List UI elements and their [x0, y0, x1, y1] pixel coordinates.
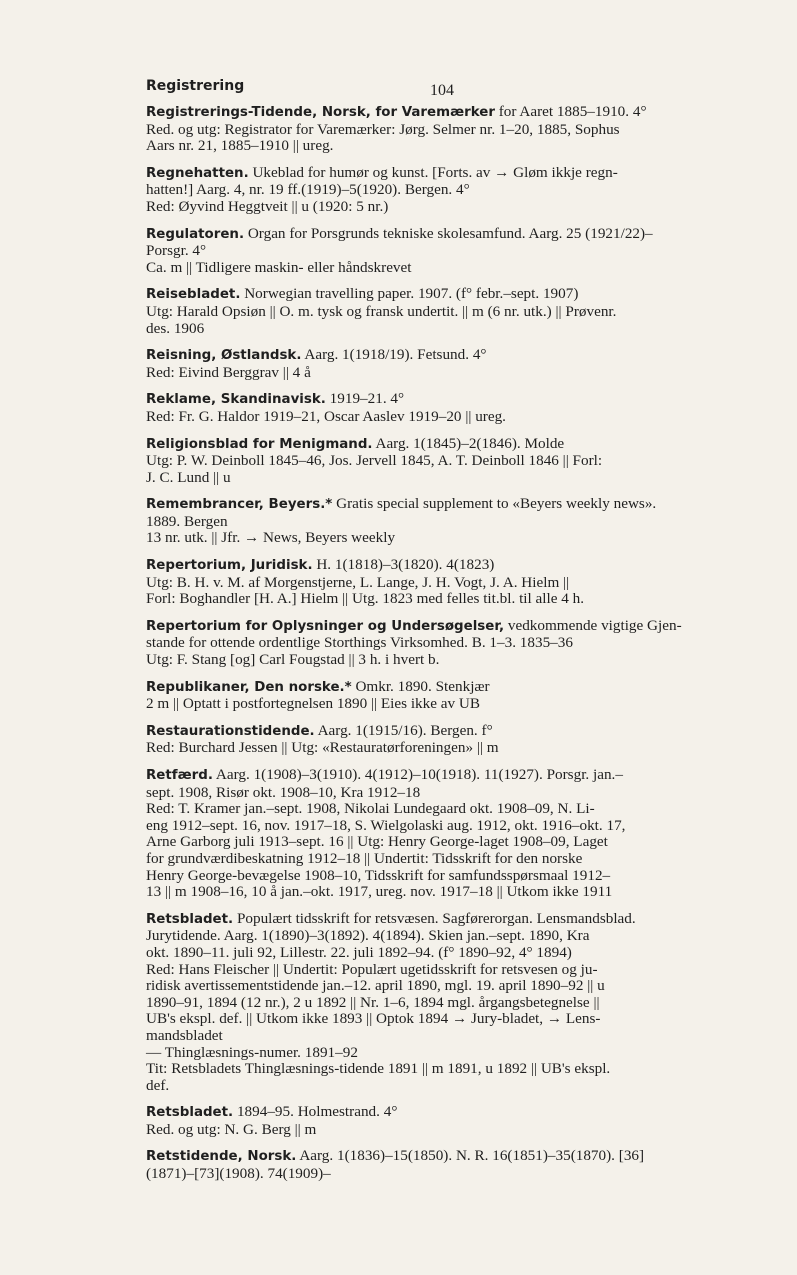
entry-text: Ukeblad for humør og kunst. [Forts. av → Gløm ikkje regn-	[248, 163, 618, 181]
entry-term: Restaurationstidende.	[146, 723, 315, 739]
entry-text: 13 || m 1908–16, 10 å jan.–okt. 1917, ureg. nov. 1917–18 || Utkom ikke 1911	[146, 883, 613, 901]
entry-text: Aarg. 1(1908)–3(1910). 4(1912)–10(1918). 11(1927). Porsgr. jan.–	[212, 766, 623, 783]
entry-text: Aars nr. 21, 1885–1910 || ureg.	[146, 137, 334, 155]
entry-line	[146, 1078, 768, 1095]
entry-first-line	[146, 226, 768, 244]
entry-line	[146, 409, 768, 426]
entry-line	[146, 591, 768, 608]
entry-line	[146, 1061, 768, 1078]
entry-text: okt. 1890–11. juli 92, Lillestr. 22. juli 1892–94. (f° 1890–92, 4° 1894)	[146, 943, 572, 961]
entry-text: Norwegian travelling paper. 1907. (f° febr.–sept. 1907)	[240, 285, 579, 303]
entry-text: Red: Eivind Berggrav || 4 å	[146, 363, 311, 381]
entry-text: hatten!] Aarg. 4, nr. 19 ff.(1919)–5(1920). Bergen. 4°	[146, 181, 470, 199]
entry-line	[146, 652, 768, 669]
entry-first-line	[146, 1104, 768, 1122]
entry-text: Red: Burchard Jessen || Utg: «Restauratørforeningen» || m	[146, 739, 499, 757]
entry-text: Red. og utg: N. G. Berg || m	[146, 1120, 317, 1138]
entry-text: Aarg. 1(1836)–15(1850). N. R. 16(1851)–35(1870). [36]	[296, 1147, 645, 1165]
entry-line	[146, 696, 768, 713]
entry-line	[146, 635, 768, 652]
catalog-entry	[146, 391, 768, 425]
entry-first-line	[146, 679, 768, 697]
entry-first-line	[146, 286, 768, 304]
entry-text: ridisk avertissementstidende jan.–12. april 1890, mgl. 19. april 1890–92 || u	[146, 977, 605, 995]
entry-line	[146, 978, 768, 995]
catalog-entry	[146, 723, 768, 757]
entry-line	[146, 575, 768, 592]
entry-line	[146, 834, 768, 851]
entry-text: Aarg. 1(1915/16). Bergen. f°	[314, 721, 493, 739]
entry-term: Regulatoren.	[146, 226, 245, 242]
catalog-entry	[146, 165, 768, 216]
entry-text: Forl: Boghandler [H. A.] Hielm || Utg. 1823 med felles tit.bl. til alle 4 h.	[146, 590, 585, 608]
entry-text: Jurytidende. Aarg. 1(1890)–3(1892). 4(1894). Skien jan.–sept. 1890, Kra	[146, 927, 590, 945]
entry-line	[146, 1122, 768, 1139]
entry-line	[146, 1011, 768, 1028]
entry-text: Arne Garborg juli 1913–sept. 16 || Utg: Henry George-laget 1908–09, Laget	[146, 833, 608, 851]
entry-text: Ca. m || Tidligere maskin- eller håndskrevet	[146, 258, 412, 276]
entry-line	[146, 304, 768, 321]
entry-line	[146, 514, 768, 531]
entry-list	[146, 104, 768, 1183]
entry-first-line	[146, 1148, 768, 1166]
entry-line	[146, 928, 768, 945]
entry-line	[146, 243, 768, 260]
entry-text: def.	[146, 1076, 170, 1094]
entry-text: H. 1(1818)–3(1820). 4(1823)	[312, 556, 495, 574]
entry-text: Organ for Porsgrunds tekniske skolesamfund. Aarg. 25 (1921/22)–	[244, 224, 653, 242]
catalog-entry	[146, 226, 768, 277]
entry-term: Republikaner, Den norske.*	[146, 679, 352, 695]
entry-text: 1889. Bergen	[146, 512, 228, 530]
entry-line	[146, 962, 768, 979]
entry-first-line	[146, 391, 768, 409]
entry-text: 2 m || Optatt i postfortegnelsen 1890 || Eies ikke av UB	[146, 695, 480, 713]
entry-text: Utg: Harald Opsiøn || O. m. tysk og fransk undertit. || m (6 nr. utk.) || Prøvenr.	[146, 302, 617, 320]
entry-text: 13 nr. utk. || Jfr. → News, Beyers weekly	[146, 529, 396, 547]
entry-line	[146, 182, 768, 199]
entry-term: Repertorium, Juridisk.	[146, 558, 313, 574]
entry-first-line	[146, 165, 768, 183]
entry-first-line	[146, 767, 768, 785]
entry-first-line	[146, 496, 768, 514]
entry-line	[146, 884, 768, 901]
entry-term: Retsbladet.	[146, 911, 234, 927]
entry-first-line	[146, 557, 768, 575]
entry-text: eng 1912–sept. 16, nov. 1917–18, S. Wielgolaski aug. 1912, okt. 1916–okt. 17,	[146, 816, 626, 834]
entry-line	[146, 1028, 768, 1045]
entry-line	[146, 818, 768, 835]
running-head: Registrering	[146, 78, 245, 94]
catalog-entry	[146, 1148, 768, 1182]
catalog-page	[146, 76, 768, 1193]
entry-text: for Aaret 1885–1910. 4°	[494, 103, 647, 120]
entry-term: Reklame, Skandinavisk.	[146, 392, 326, 408]
entry-text: (1871)–[73](1908). 74(1909)–	[146, 1165, 331, 1183]
entry-line	[146, 530, 768, 547]
entry-line	[146, 945, 768, 962]
entry-term: Repertorium for Oplysninger og Undersøgelser,	[146, 618, 505, 634]
entry-line	[146, 365, 768, 382]
entry-text: vedkommende vigtige Gjen-	[504, 616, 682, 634]
entry-text: Red: T. Kramer jan.–sept. 1908, Nikolai Lundegaard okt. 1908–09, N. Li-	[146, 800, 595, 818]
entry-line	[146, 851, 768, 868]
entry-text: — Thinglæsnings-numer. 1891–92	[146, 1043, 358, 1061]
catalog-entry	[146, 286, 768, 337]
entry-text: Utg: B. H. v. M. af Morgenstjerne, L. Lange, J. H. Vogt, J. A. Hielm ||	[146, 573, 570, 591]
entry-line	[146, 868, 768, 885]
entry-line	[146, 453, 768, 470]
entry-line	[146, 199, 768, 216]
catalog-entry	[146, 496, 768, 547]
entry-line	[146, 138, 768, 155]
entry-term: Registrerings-Tidende, Norsk, for Varemærker	[146, 105, 495, 120]
entry-text: Populært tidsskrift for retsvæsen. Sagførerorgan. Lensmandsblad.	[233, 909, 636, 927]
entry-line	[146, 122, 768, 139]
entry-text: Red: Øyvind Heggtveit || u (1920: 5 nr.)	[146, 197, 389, 215]
entry-first-line	[146, 723, 768, 741]
entry-term: Religionsblad for Menigmand.	[146, 436, 373, 452]
entry-term: Reisning, Østlandsk.	[146, 348, 302, 364]
entry-text: Red: Fr. G. Haldor 1919–21, Oscar Aaslev 1919–20 || ureg.	[146, 407, 506, 425]
entry-term: Retfærd.	[146, 768, 213, 783]
entry-text: Red: Hans Fleischer || Undertit: Populært ugetidsskrift for retsvesen og ju-	[146, 960, 598, 978]
catalog-entry	[146, 1104, 768, 1138]
catalog-entry	[146, 436, 768, 487]
entry-term: Regnehatten.	[146, 165, 249, 181]
entry-text: 1890–91, 1894 (12 nr.), 2 u 1892 || Nr. 1–6, 1894 mgl. årgangsbetegnelse ||	[146, 993, 600, 1011]
entry-line	[146, 470, 768, 487]
entry-first-line	[146, 104, 768, 122]
catalog-entry	[146, 767, 768, 901]
entry-text: Aarg. 1(1845)–2(1846). Molde	[372, 434, 565, 452]
entry-line	[146, 321, 768, 338]
catalog-entry	[146, 679, 768, 713]
entry-text: 1919–21. 4°	[325, 390, 405, 408]
catalog-entry	[146, 347, 768, 381]
entry-term: Retstidende, Norsk.	[146, 1149, 297, 1165]
page-number: 104	[430, 82, 454, 99]
entry-text: for grundværdibeskatning 1912–18 || Undertit: Tidsskrift for den norske	[146, 849, 583, 867]
entry-first-line	[146, 618, 768, 636]
entry-text: stande for ottende ordentlige Storthings Virksomhed. B. 1–3. 1835–36	[146, 634, 573, 652]
entry-line	[146, 260, 768, 277]
entry-text: des. 1906	[146, 319, 205, 337]
entry-text: J. C. Lund || u	[146, 468, 231, 486]
entry-text: Red. og utg: Registrator for Varemærker: Jørg. Selmer nr. 1–20, 1885, Sophus	[146, 120, 620, 138]
catalog-entry	[146, 911, 768, 1095]
entry-text: Aarg. 1(1918/19). Fetsund. 4°	[301, 346, 487, 364]
entry-text: sept. 1908, Risør okt. 1908–10, Kra 1912–18	[146, 783, 421, 801]
entry-first-line	[146, 347, 768, 365]
entry-term: Reisebladet.	[146, 287, 241, 303]
entry-line	[146, 1045, 768, 1062]
entry-text: Gratis special supplement to «Beyers weekly news».	[332, 495, 657, 513]
entry-text: Utg: F. Stang [og] Carl Fougstad || 3 h. i hvert b.	[146, 651, 440, 669]
catalog-entry	[146, 557, 768, 608]
entry-line	[146, 740, 768, 757]
entry-text: Utg: P. W. Deinboll 1845–46, Jos. Jervell 1845, A. T. Deinboll 1846 || Forl:	[146, 452, 603, 470]
entry-text: Henry George-bevægelse 1908–10, Tidsskrift for samfundsspørsmaal 1912–	[146, 866, 611, 884]
catalog-entry	[146, 104, 768, 155]
entry-text: mandsbladet	[146, 1026, 223, 1044]
entry-text: Omkr. 1890. Stenkjær	[351, 677, 490, 695]
page-header	[146, 76, 768, 104]
entry-text: Tit: Retsbladets Thinglæsnings-tidende 1891 || m 1891, u 1892 || UB's ekspl.	[146, 1060, 611, 1078]
entry-text: UB's ekspl. def. || Utkom ikke 1893 || Optok 1894 → Jury-bladet, → Lens-	[146, 1010, 601, 1028]
entry-line	[146, 801, 768, 818]
entry-first-line	[146, 911, 768, 929]
entry-line	[146, 785, 768, 802]
catalog-entry	[146, 618, 768, 669]
entry-text: Porsgr. 4°	[146, 242, 207, 260]
entry-line	[146, 1166, 768, 1183]
entry-first-line	[146, 436, 768, 454]
entry-text: 1894–95. Holmestrand. 4°	[233, 1103, 398, 1121]
entry-line	[146, 995, 768, 1012]
entry-term: Remembrancer, Beyers.*	[146, 497, 333, 513]
entry-term: Retsbladet.	[146, 1105, 234, 1121]
